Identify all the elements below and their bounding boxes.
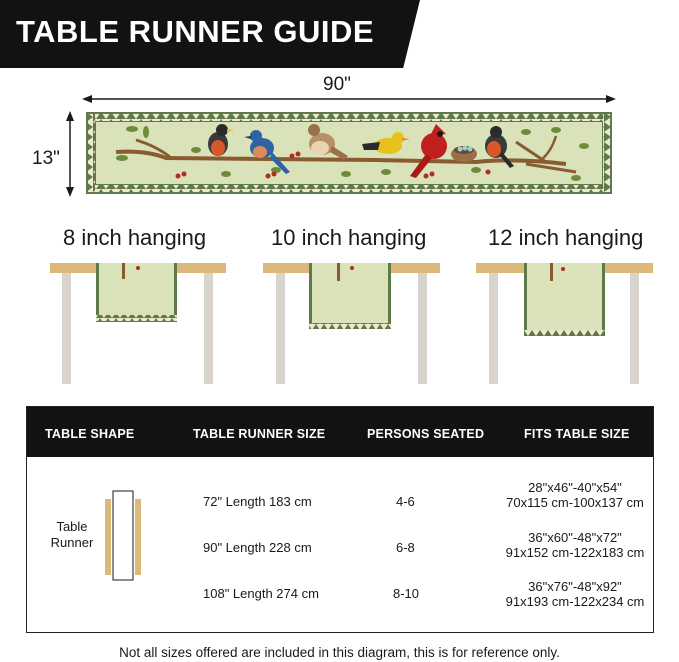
- width-label: 90": [323, 74, 351, 95]
- hanging-label-12: 12 inch hanging: [488, 225, 644, 250]
- row2-size: 90" Length 228 cm: [203, 540, 312, 555]
- hanging-label-8: 8 inch hanging: [63, 225, 207, 250]
- header-fits-table-size: FITS TABLE SIZE: [524, 427, 630, 441]
- hanging-label-10: 10 inch hanging: [271, 225, 427, 250]
- row2-persons: 6-8: [396, 540, 415, 555]
- header-table-shape: TABLE SHAPE: [45, 427, 135, 441]
- footnote: Not all sizes offered are included in this diagram, this is for reference only.: [119, 645, 560, 660]
- row3-size: 108" Length 274 cm: [203, 586, 319, 601]
- table-runner-shape-icon: [103, 491, 143, 581]
- row2-fits-cm: 91x152 cm-122x183 cm: [505, 545, 645, 560]
- table-10-inch: [263, 263, 440, 384]
- shape-label-line2: Runner: [50, 535, 94, 550]
- height-label: 13": [32, 148, 60, 169]
- shape-label-line1: Table: [56, 519, 88, 534]
- table-8-inch: [50, 263, 226, 384]
- size-table: [26, 406, 654, 633]
- row1-fits-in: 28"x46"-40"x54": [528, 480, 622, 495]
- row2-fits-in: 36"x60"-48"x72": [528, 530, 622, 545]
- header-persons-seated: PERSONS SEATED: [367, 427, 485, 441]
- row3-persons: 8-10: [393, 586, 420, 601]
- row3-fits-cm: 91x193 cm-122x234 cm: [505, 594, 645, 609]
- row1-persons: 4-6: [396, 494, 415, 509]
- table-12-inch: [476, 263, 653, 384]
- header-runner-size: TABLE RUNNER SIZE: [193, 427, 326, 441]
- row3-fits-in: 36"x76"-48"x92": [528, 579, 622, 594]
- page-title: TABLE RUNNER GUIDE: [16, 14, 375, 49]
- row1-size: 72" Length 183 cm: [203, 494, 312, 509]
- row1-fits-cm: 70x115 cm-100x137 cm: [506, 495, 644, 510]
